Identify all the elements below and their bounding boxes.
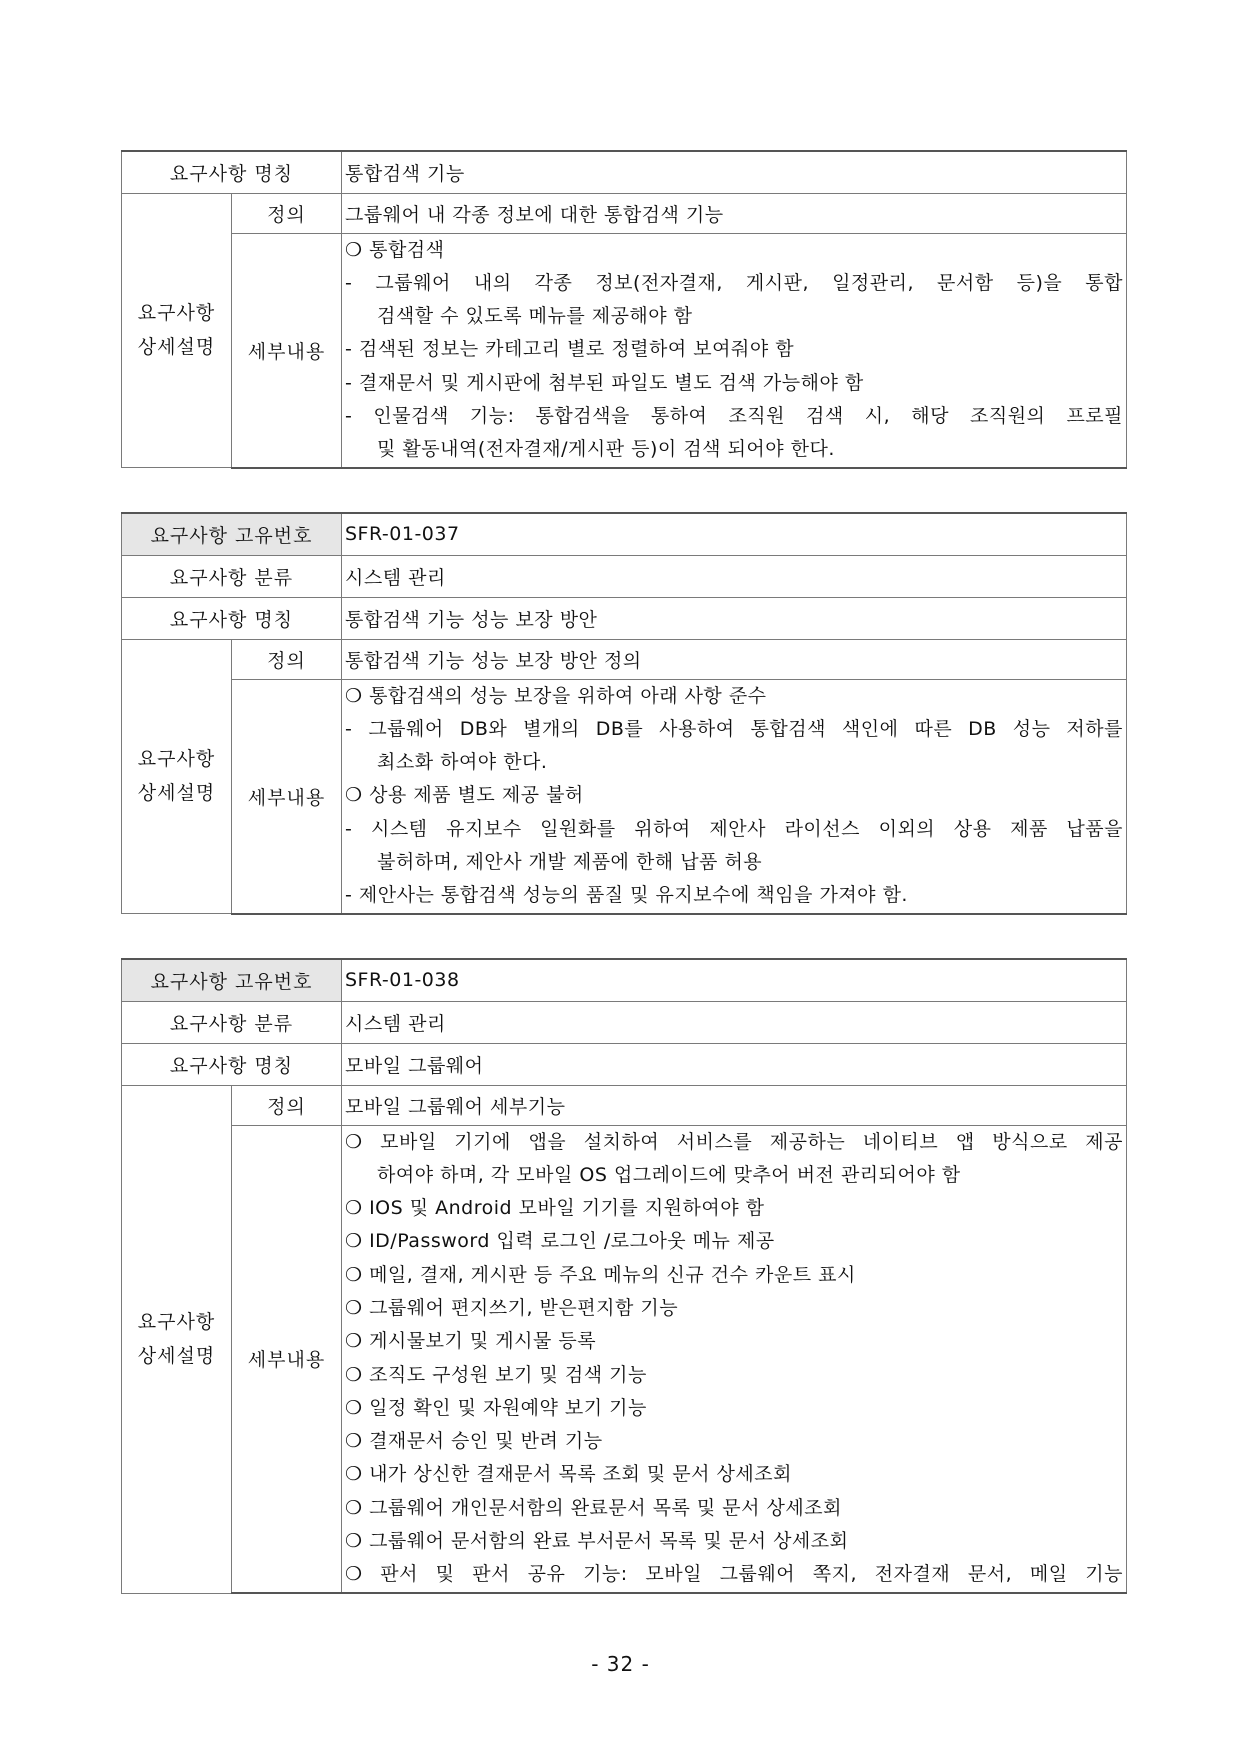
details-label: 세부내용 bbox=[232, 679, 342, 914]
detail-line: ❍ 그룹웨어 개인문서함의 완료문서 목록 및 문서 상세조회 bbox=[345, 1496, 842, 1519]
details-content bbox=[342, 233, 1127, 468]
detail-line: ❍ 모바일 기기에 앱을 설치하여 서비스를 제공하는 네이티브 앱 방식으로 제공 bbox=[345, 1130, 1123, 1153]
detail-label-line-1: 요구사항 bbox=[137, 302, 216, 325]
definition-value: 통합검색 기능 성능 보장 방안 정의 bbox=[342, 639, 1127, 679]
detail-line: ❍ 판서 및 판서 공유 기능: 모바일 그룹웨어 쪽지, 전자결재 문서, 메일 기능 bbox=[345, 1563, 1123, 1586]
detail-line: 및 활동내역(전자결재/게시판 등)이 검색 되어야 한다. bbox=[377, 438, 835, 461]
detail-line: ❍ 통합검색 bbox=[345, 238, 445, 261]
definition-label: 정의 bbox=[232, 193, 342, 233]
name-label: 요구사항 명칭 bbox=[122, 151, 342, 193]
details-label: 세부내용 bbox=[232, 1125, 342, 1593]
detail-line: - 인물검색 기능: 통합검색을 통하여 조직원 검색 시, 해당 조직원의 프로필 bbox=[345, 404, 1124, 427]
id-label: 요구사항 고유번호 bbox=[122, 959, 342, 1001]
requirement-table-2 bbox=[121, 512, 1127, 915]
detail-label-line-2: 상세설명 bbox=[137, 336, 216, 359]
name-label: 요구사항 명칭 bbox=[122, 1043, 342, 1085]
id-value: SFR-01-038 bbox=[342, 959, 1127, 1001]
detail-line: ❍ 그룹웨어 문서함의 완료 부서문서 목록 및 문서 상세조회 bbox=[345, 1530, 849, 1553]
detail-line: - 시스템 유지보수 일원화를 위하여 제안사 라이선스 이외의 상용 제품 납품을 bbox=[345, 817, 1123, 840]
detail-line: ❍ 조직도 구성원 보기 및 검색 기능 bbox=[345, 1363, 647, 1386]
id-value: SFR-01-037 bbox=[342, 513, 1127, 555]
detail-line: - 제안사는 통합검색 성능의 품질 및 유지보수에 책임을 가져야 함. bbox=[345, 884, 908, 907]
detail-line: ❍ ID/Password 입력 로그인 /로그아웃 메뉴 제공 bbox=[345, 1230, 775, 1253]
detail-line: 하여야 하며, 각 모바일 OS 업그레이드에 맞추어 버전 관리되어야 함 bbox=[377, 1163, 961, 1186]
page-number: - 32 - bbox=[591, 1652, 650, 1676]
details-content bbox=[342, 679, 1127, 914]
detail-line: ❍ 결재문서 승인 및 반려 기능 bbox=[345, 1430, 603, 1453]
definition-value: 그룹웨어 내 각종 정보에 대한 통합검색 기능 bbox=[342, 193, 1127, 233]
detail-line: - 그룹웨어 내의 각종 정보(전자결재, 게시판, 일정관리, 문서함 등)을 통합 bbox=[345, 271, 1124, 294]
detail-label bbox=[122, 1085, 232, 1593]
detail-label-line-2: 상세설명 bbox=[137, 1345, 216, 1367]
detail-line: ❍ 그룹웨어 편지쓰기, 받은편지함 기능 bbox=[345, 1296, 679, 1319]
class-label: 요구사항 분류 bbox=[122, 555, 342, 597]
definition-label: 정의 bbox=[232, 1085, 342, 1125]
detail-line: 검색할 수 있도록 메뉴를 제공해야 함 bbox=[377, 305, 693, 328]
name-label: 요구사항 명칭 bbox=[122, 597, 342, 639]
detail-line: ❍ 상용 제품 별도 제공 불허 bbox=[345, 784, 584, 807]
detail-label-line-1: 요구사항 bbox=[137, 748, 216, 771]
detail-label bbox=[122, 639, 232, 914]
name-value: 모바일 그룹웨어 bbox=[342, 1043, 1127, 1085]
detail-line: - 그룹웨어 DB와 별개의 DB를 사용하여 통합검색 색인에 따른 DB 성능 저하를 bbox=[345, 717, 1123, 740]
requirement-table-1 bbox=[121, 150, 1127, 469]
id-label: 요구사항 고유번호 bbox=[122, 513, 342, 555]
definition-value: 모바일 그룹웨어 세부기능 bbox=[342, 1085, 1127, 1125]
name-value: 통합검색 기능 성능 보장 방안 bbox=[342, 597, 1127, 639]
detail-line: - 결재문서 및 게시판에 첨부된 파일도 별도 검색 가능해야 함 bbox=[345, 371, 864, 394]
detail-line: 불허하며, 제안사 개발 제품에 한해 납품 허용 bbox=[377, 850, 763, 873]
requirement-table-3 bbox=[121, 958, 1127, 1594]
detail-line: ❍ 메일, 결재, 게시판 등 주요 메뉴의 신규 건수 카운트 표시 bbox=[345, 1263, 856, 1286]
detail-label-line-1: 요구사항 bbox=[137, 1311, 216, 1333]
definition-label: 정의 bbox=[232, 639, 342, 679]
class-label: 요구사항 분류 bbox=[122, 1001, 342, 1043]
class-value: 시스템 관리 bbox=[342, 1001, 1127, 1043]
details-label: 세부내용 bbox=[232, 233, 342, 468]
details-content bbox=[342, 1125, 1127, 1593]
detail-line: ❍ 게시물보기 및 게시물 등록 bbox=[345, 1330, 597, 1353]
detail-line: ❍ IOS 및 Android 모바일 기기를 지원하여야 함 bbox=[345, 1197, 765, 1220]
detail-label bbox=[122, 193, 232, 468]
detail-line: ❍ 통합검색의 성능 보장을 위하여 아래 사항 준수 bbox=[345, 684, 767, 707]
detail-line: - 검색된 정보는 카테고리 별로 정렬하여 보여줘야 함 bbox=[345, 338, 795, 361]
detail-line: ❍ 내가 상신한 결재문서 목록 조회 및 문서 상세조회 bbox=[345, 1463, 792, 1486]
detail-label-line-2: 상세설명 bbox=[137, 782, 216, 805]
detail-line: ❍ 일정 확인 및 자원예약 보기 기능 bbox=[345, 1396, 647, 1419]
name-value: 통합검색 기능 bbox=[342, 151, 1127, 193]
detail-line: 최소화 하여야 한다. bbox=[377, 751, 548, 774]
class-value: 시스템 관리 bbox=[342, 555, 1127, 597]
